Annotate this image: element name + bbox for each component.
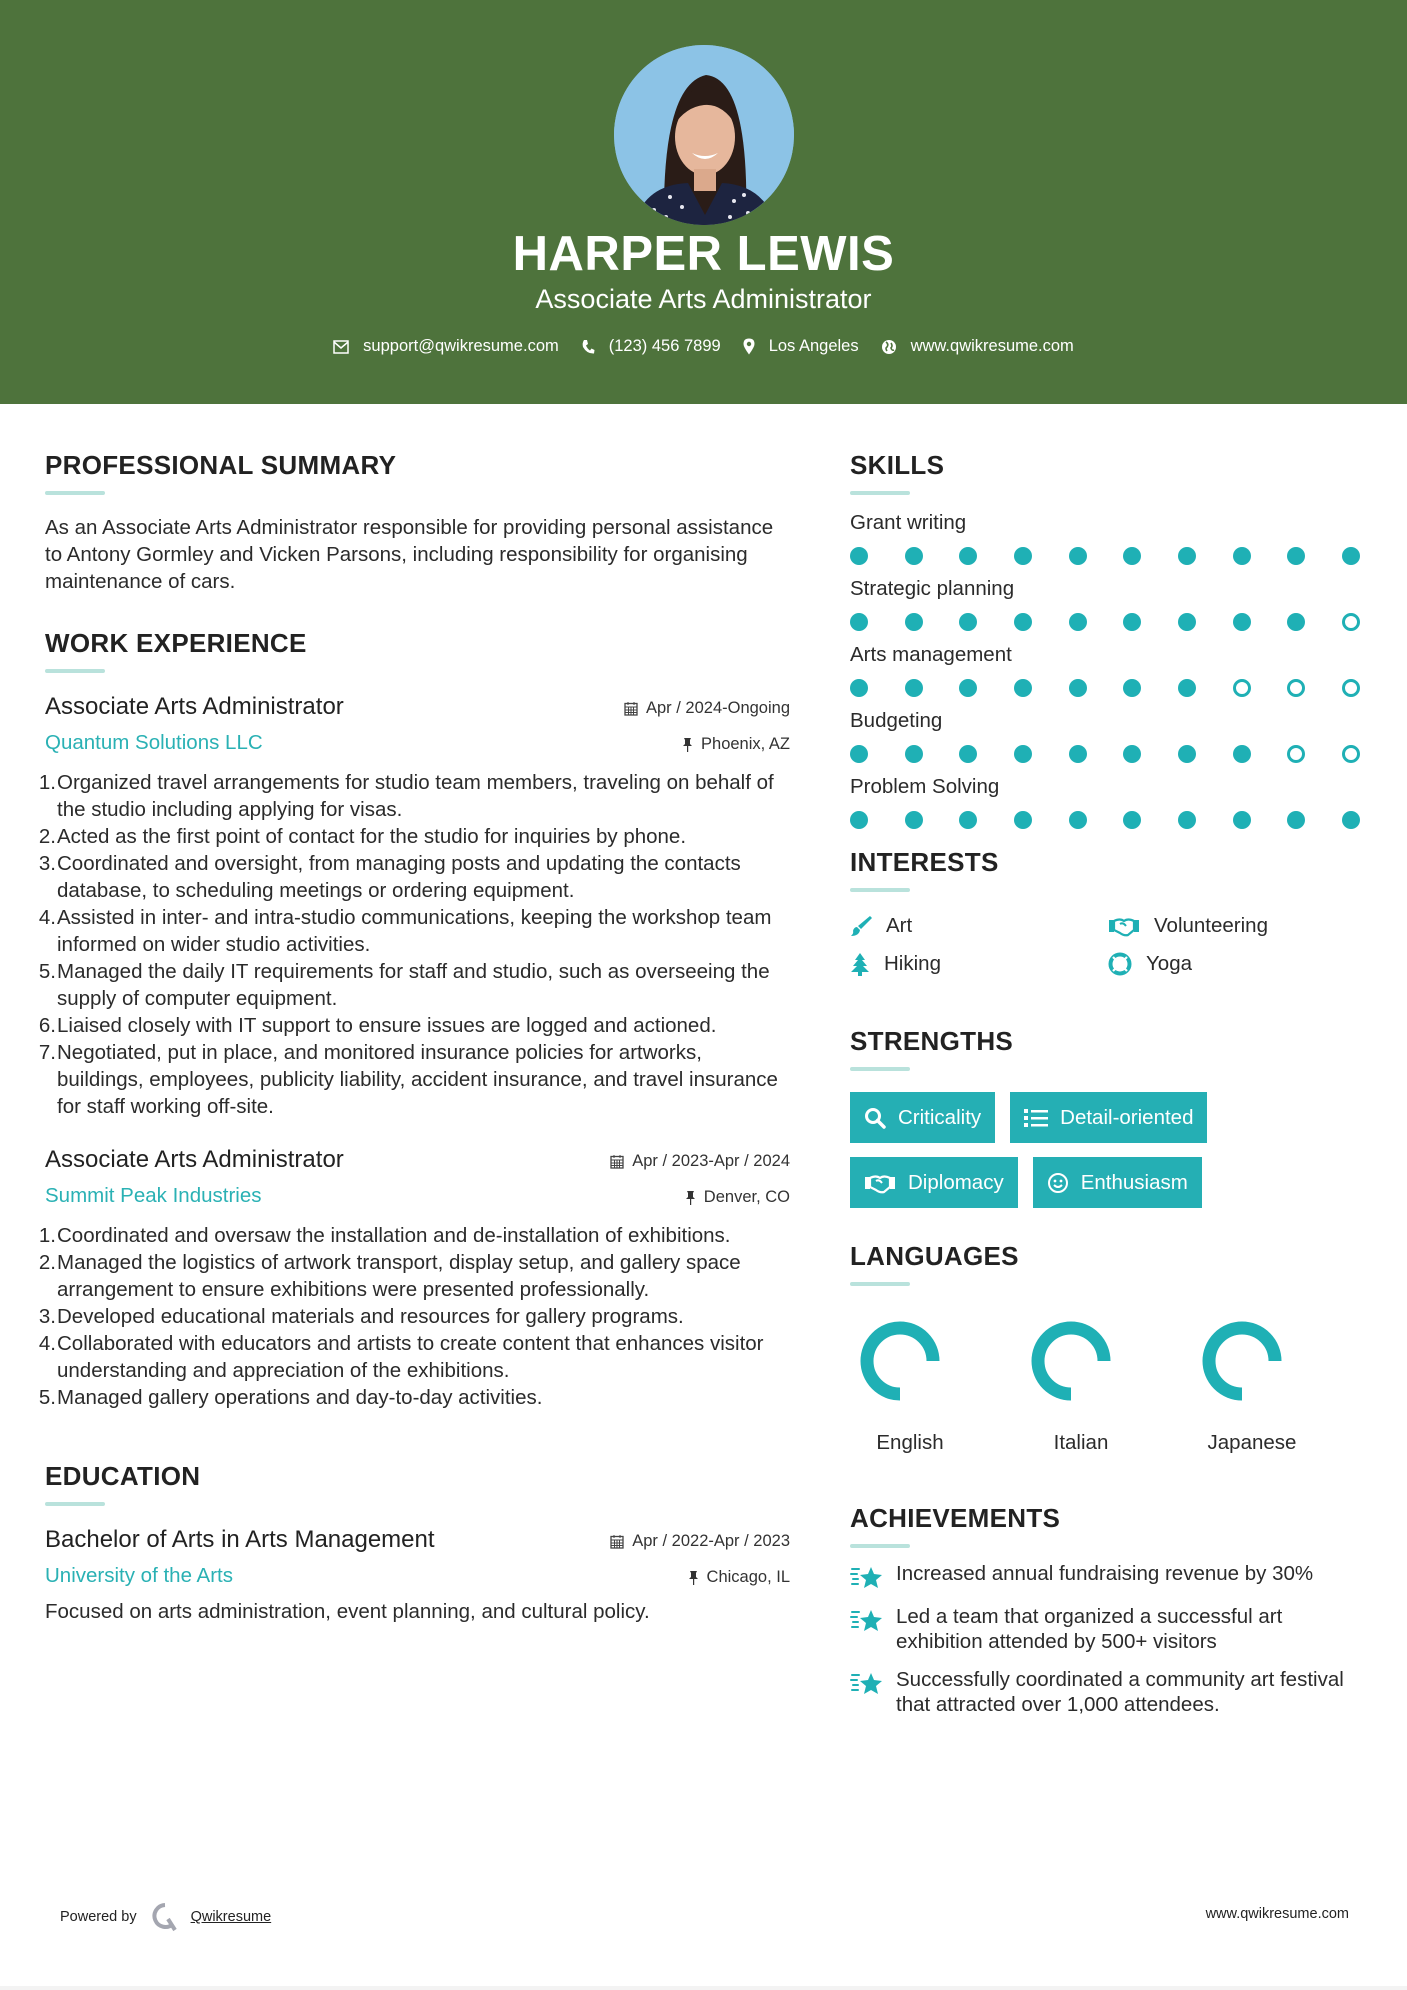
map-marker-icon bbox=[743, 338, 755, 355]
rating-dot-filled bbox=[850, 613, 868, 631]
contact-bar bbox=[0, 337, 1407, 356]
rating-dot-empty bbox=[1342, 679, 1360, 697]
education-location: Chicago, IL bbox=[688, 1568, 790, 1587]
section-title: STRENGTHS bbox=[850, 1026, 1014, 1056]
company-name: Summit Peak Industries bbox=[45, 1184, 262, 1207]
rating-dot-filled bbox=[905, 613, 923, 631]
bullet-item: 2. Managed the logistics of artwork transport, display setup, and gallery space arrangement to ensure exhibitions were presented professionally. bbox=[38, 1251, 741, 1301]
job-bullets bbox=[38, 1222, 790, 1411]
skill-name: Problem Solving bbox=[850, 775, 1000, 798]
rating-dot-filled bbox=[850, 745, 868, 763]
rating-dot-filled bbox=[959, 745, 977, 763]
achievement-item: Successfully coordinated a community art festival that attracted over 1,000 attendees. bbox=[850, 1667, 1370, 1717]
work-experience-section bbox=[38, 628, 790, 1411]
rating-dot-filled bbox=[959, 811, 977, 829]
section-title: PROFESSIONAL SUMMARY bbox=[45, 450, 397, 480]
shooting-star-icon bbox=[850, 1671, 884, 1697]
contact-email[interactable] bbox=[333, 337, 559, 356]
bullet-item: 1. Organized travel arrangements for studio team members, traveling on behalf of the studio including applying for visas. bbox=[38, 771, 774, 821]
strengths-list bbox=[850, 1092, 1370, 1208]
job-location: Phoenix, AZ bbox=[682, 735, 790, 754]
website-text: www.qwikresume.com bbox=[910, 337, 1074, 355]
section-rule bbox=[850, 1282, 910, 1286]
right-column bbox=[850, 430, 1370, 1717]
life-ring-icon bbox=[1108, 952, 1132, 976]
language-item: Japanese bbox=[1192, 1316, 1363, 1455]
rating-dot-filled bbox=[1178, 679, 1196, 697]
rating-dot-filled bbox=[1178, 547, 1196, 565]
pushpin-icon bbox=[688, 1570, 699, 1585]
rating-dot-filled bbox=[959, 679, 977, 697]
rating-dot-filled bbox=[959, 547, 977, 565]
rating-dot-filled bbox=[1178, 745, 1196, 763]
skill-name: Grant writing bbox=[850, 511, 967, 534]
left-column bbox=[38, 430, 790, 1625]
skill-rating bbox=[850, 547, 1360, 565]
section-title: LANGUAGES bbox=[850, 1241, 1019, 1271]
education-description: Focused on arts administration, event planning, and cultural policy. bbox=[45, 1600, 650, 1623]
section-title: SKILLS bbox=[850, 450, 945, 480]
languages-section bbox=[850, 1241, 1370, 1455]
strength-tag: Detail-oriented bbox=[1010, 1092, 1207, 1143]
handshake-icon bbox=[1108, 915, 1140, 937]
section-title: EDUCATION bbox=[45, 1461, 201, 1491]
bullet-item: 4. Collaborated with educators and artists to create content that enhances visitor understanding and appreciation of the exhibitions. bbox=[38, 1332, 764, 1382]
language-progress-ring bbox=[1026, 1316, 1116, 1406]
pushpin-icon bbox=[682, 737, 693, 752]
smile-icon bbox=[1047, 1172, 1069, 1194]
education-dates: Apr / 2022-Apr / 2023 bbox=[610, 1532, 790, 1551]
job-location: Denver, CO bbox=[685, 1188, 790, 1207]
rating-dot-filled bbox=[1233, 811, 1251, 829]
bullet-item: 6. Liaised closely with IT support to ensure issues are logged and actioned. bbox=[38, 1014, 717, 1037]
rating-dot-empty bbox=[1287, 679, 1305, 697]
rating-dot-filled bbox=[1014, 811, 1032, 829]
contact-phone[interactable] bbox=[581, 337, 721, 356]
rating-dot-filled bbox=[1014, 679, 1032, 697]
job-dates: Apr / 2024-Ongoing bbox=[624, 699, 790, 718]
interests-list bbox=[850, 914, 1370, 976]
candidate-name: HARPER LEWIS bbox=[512, 227, 895, 281]
rating-dot-empty bbox=[1287, 745, 1305, 763]
bullet-item: 3. Developed educational materials and resources for gallery programs. bbox=[38, 1305, 684, 1328]
job-entry bbox=[38, 1146, 790, 1411]
rating-dot-filled bbox=[1069, 745, 1087, 763]
rating-dot-filled bbox=[1123, 811, 1141, 829]
rating-dot-filled bbox=[1123, 745, 1141, 763]
calendar-icon bbox=[624, 701, 638, 716]
rating-dot-filled bbox=[1014, 745, 1032, 763]
search-icon bbox=[864, 1107, 886, 1129]
profile-photo bbox=[614, 45, 794, 225]
achievements-section bbox=[850, 1503, 1370, 1717]
rating-dot-filled bbox=[1123, 547, 1141, 565]
email-text: support@qwikresume.com bbox=[363, 337, 559, 355]
bullet-item: 7. Negotiated, put in place, and monitored insurance policies for artworks, buildings, employees, publicity liability, accident insurance, and travel insurance for staff working off-site. bbox=[38, 1041, 778, 1118]
rating-dot-filled bbox=[1069, 613, 1087, 631]
globe-icon bbox=[881, 339, 897, 355]
shooting-star-icon bbox=[850, 1565, 884, 1591]
rating-dot-filled bbox=[959, 613, 977, 631]
section-title: INTERESTS bbox=[850, 847, 999, 877]
rating-dot-filled bbox=[1123, 613, 1141, 631]
achievements-list bbox=[850, 1561, 1370, 1717]
rating-dot-empty bbox=[1233, 679, 1251, 697]
section-rule bbox=[850, 491, 910, 495]
rating-dot-filled bbox=[1287, 613, 1305, 631]
degree-title: Bachelor of Arts in Arts Management bbox=[45, 1526, 435, 1553]
rating-dot-filled bbox=[1178, 613, 1196, 631]
paint-brush-icon bbox=[850, 915, 872, 937]
contact-website[interactable] bbox=[881, 337, 1074, 356]
rating-dot-empty bbox=[1342, 745, 1360, 763]
rating-dot-empty bbox=[1342, 613, 1360, 631]
rating-dot-filled bbox=[1178, 811, 1196, 829]
rating-dot-filled bbox=[1123, 679, 1141, 697]
rating-dot-filled bbox=[905, 547, 923, 565]
list-icon bbox=[1024, 1108, 1048, 1128]
pushpin-icon bbox=[685, 1190, 696, 1205]
phone-icon bbox=[581, 339, 595, 355]
skill-name: Budgeting bbox=[850, 709, 943, 732]
skill-rating bbox=[850, 811, 1360, 829]
education-section bbox=[45, 1461, 790, 1625]
rating-dot-filled bbox=[850, 679, 868, 697]
envelope-icon bbox=[333, 340, 349, 354]
rating-dot-filled bbox=[1287, 811, 1305, 829]
rating-dot-filled bbox=[905, 679, 923, 697]
bullet-item: 1. Coordinated and oversaw the installation and de-installation of exhibitions. bbox=[38, 1224, 731, 1247]
calendar-icon bbox=[610, 1154, 624, 1169]
company-name: Quantum Solutions LLC bbox=[45, 731, 263, 754]
phone-text: (123) 456 7899 bbox=[608, 337, 721, 355]
rating-dot-filled bbox=[1014, 547, 1032, 565]
rating-dot-filled bbox=[1069, 547, 1087, 565]
tree-icon bbox=[850, 952, 870, 976]
professional-summary-section bbox=[45, 430, 790, 595]
job-bullets bbox=[38, 769, 790, 1120]
bullet-item: 4. Assisted in inter- and intra-studio communications, keeping the workshop team informed on wider studio activities. bbox=[38, 906, 772, 956]
language-progress-ring bbox=[1197, 1316, 1287, 1406]
job-entry bbox=[38, 693, 790, 1120]
bullet-item: 3. Coordinated and oversight, from managing posts and updating the contacts database, to scheduling meetings or ordering equipment. bbox=[38, 852, 741, 902]
section-rule bbox=[850, 1544, 910, 1548]
page-bottom-border bbox=[0, 1986, 1407, 1990]
footer-powered-by: Powered by Qwikresume bbox=[60, 1902, 271, 1932]
rating-dot-filled bbox=[850, 811, 868, 829]
rating-dot-filled bbox=[905, 745, 923, 763]
footer-website[interactable]: www.qwikresume.com bbox=[1205, 1906, 1349, 1922]
rating-dot-filled bbox=[850, 547, 868, 565]
rating-dot-filled bbox=[1233, 613, 1251, 631]
skill-rating bbox=[850, 613, 1360, 631]
summary-text: As an Associate Arts Administrator responsible for providing personal assistance to Antony Gormley and Vicken Parsons, including responsibility for organising maintenance of cars. bbox=[45, 516, 774, 593]
skills-list bbox=[850, 511, 1370, 829]
strength-tag: Diplomacy bbox=[850, 1157, 1018, 1208]
interests-section bbox=[850, 847, 1370, 976]
rating-dot-filled bbox=[1069, 811, 1087, 829]
skill-name: Strategic planning bbox=[850, 577, 1015, 600]
interest-item: Art bbox=[850, 914, 1108, 938]
qwikresume-link[interactable]: Qwikresume bbox=[190, 1909, 272, 1925]
section-rule bbox=[45, 491, 105, 495]
location-text: Los Angeles bbox=[768, 337, 859, 355]
interest-item: Hiking bbox=[850, 952, 1108, 976]
achievement-item: Increased annual fundraising revenue by 30% bbox=[850, 1561, 1370, 1591]
skills-section bbox=[850, 430, 1370, 829]
interest-item: Yoga bbox=[1108, 952, 1358, 976]
rating-dot-filled bbox=[905, 811, 923, 829]
section-rule bbox=[850, 888, 910, 892]
handshake-icon bbox=[864, 1172, 896, 1194]
section-title: WORK EXPERIENCE bbox=[45, 628, 307, 658]
candidate-role: Associate Arts Administrator bbox=[535, 284, 872, 314]
job-title: Associate Arts Administrator bbox=[45, 1146, 344, 1173]
interest-item: Volunteering bbox=[1108, 914, 1358, 938]
section-rule bbox=[45, 669, 105, 673]
section-rule bbox=[850, 1067, 910, 1071]
language-item: English bbox=[850, 1316, 1021, 1455]
rating-dot-filled bbox=[1233, 547, 1251, 565]
language-progress-ring bbox=[855, 1316, 945, 1406]
bullet-item: 2. Acted as the first point of contact for the studio for inquiries by phone. bbox=[38, 825, 687, 848]
rating-dot-filled bbox=[1014, 613, 1032, 631]
job-dates: Apr / 2023-Apr / 2024 bbox=[610, 1152, 790, 1171]
resume-header bbox=[0, 0, 1407, 404]
rating-dot-filled bbox=[1342, 811, 1360, 829]
section-title: ACHIEVEMENTS bbox=[850, 1503, 1061, 1533]
achievement-item: Led a team that organized a successful art exhibition attended by 500+ visitors bbox=[850, 1604, 1370, 1654]
qwikresume-logo-icon bbox=[151, 1902, 179, 1932]
contact-location bbox=[743, 337, 859, 356]
languages-list bbox=[850, 1316, 1370, 1455]
calendar-icon bbox=[610, 1534, 624, 1549]
rating-dot-filled bbox=[1342, 547, 1360, 565]
job-title: Associate Arts Administrator bbox=[45, 693, 344, 720]
skill-name: Arts management bbox=[850, 643, 1012, 666]
skill-rating bbox=[850, 745, 1360, 763]
language-item: Italian bbox=[1021, 1316, 1192, 1455]
strengths-section bbox=[850, 1026, 1370, 1208]
section-rule bbox=[45, 1502, 105, 1506]
bullet-item: 5. Managed gallery operations and day-to-day activities. bbox=[38, 1386, 543, 1409]
shooting-star-icon bbox=[850, 1608, 884, 1634]
rating-dot-filled bbox=[1233, 745, 1251, 763]
skill-rating bbox=[850, 679, 1360, 697]
strength-tag: Enthusiasm bbox=[1033, 1157, 1202, 1208]
rating-dot-filled bbox=[1287, 547, 1305, 565]
school-name: University of the Arts bbox=[45, 1564, 233, 1587]
strength-tag: Criticality bbox=[850, 1092, 995, 1143]
rating-dot-filled bbox=[1069, 679, 1087, 697]
bullet-item: 5. Managed the daily IT requirements for staff and studio, such as overseeing the supply of computer equipment. bbox=[38, 960, 770, 1010]
